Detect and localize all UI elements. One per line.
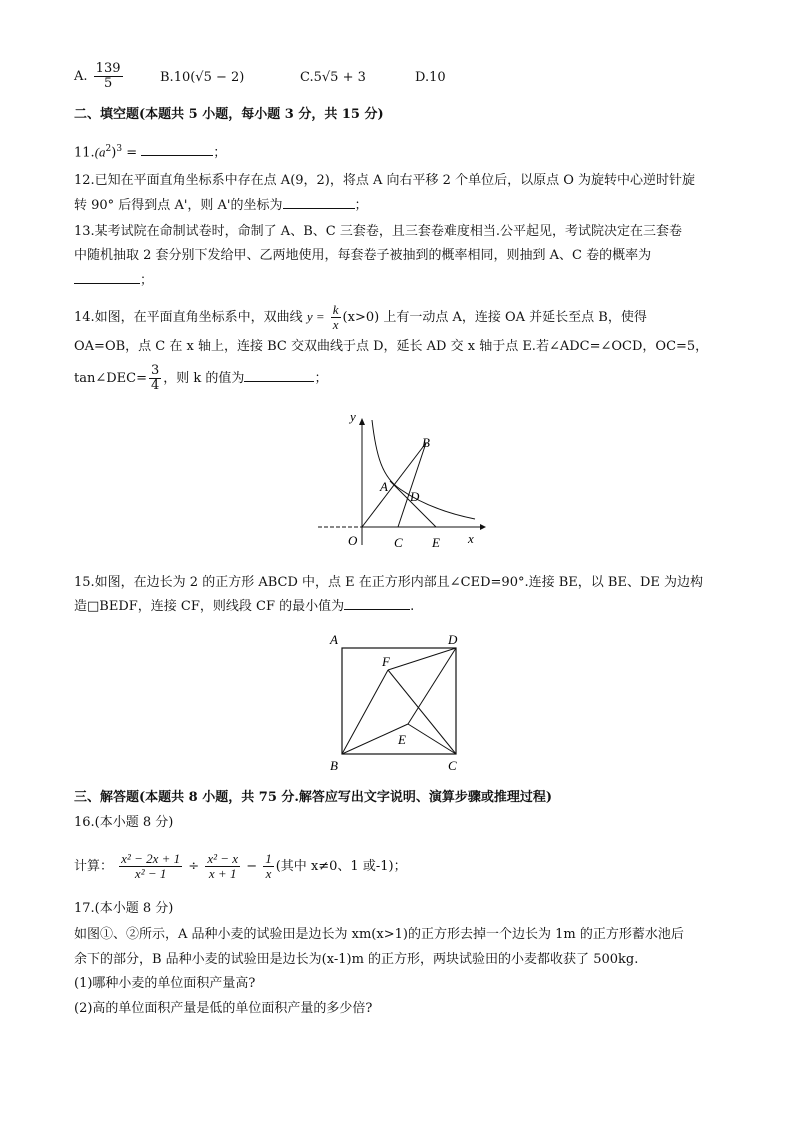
q15-answer-blank[interactable] bbox=[344, 609, 410, 610]
q14-line3 bbox=[74, 364, 327, 393]
fig15-label-f: F bbox=[382, 654, 390, 669]
q16-f2-num: x² − x bbox=[207, 851, 239, 866]
option-d bbox=[415, 70, 446, 85]
q16-minus: − bbox=[246, 859, 258, 874]
q14-line1 bbox=[74, 303, 647, 332]
figure-14-hyperbola bbox=[310, 405, 490, 555]
q14-line1-b: 上有一动点 A，连接 OA 并延长至点 B，使得 bbox=[383, 310, 647, 325]
fig14-label-o: O bbox=[348, 533, 358, 548]
q11-end: ； bbox=[213, 145, 227, 161]
option-a-label: A. bbox=[74, 69, 88, 84]
q14-k-over-x bbox=[331, 303, 341, 332]
option-b-label: B. bbox=[160, 70, 174, 85]
q16-tail: (其中 x≠0、1 或-1)； bbox=[275, 859, 407, 874]
q11-sup-outer: 3 bbox=[116, 144, 123, 154]
option-a-numerator: 139 bbox=[95, 61, 121, 76]
q15-end: . bbox=[410, 599, 415, 614]
fig14-label-b: B bbox=[422, 435, 430, 450]
q11-close: ) bbox=[111, 145, 117, 161]
option-c-label: C. bbox=[300, 70, 314, 85]
fig14-label-d: D bbox=[410, 489, 420, 504]
q13-line2: 中随机抽取 2 套分别下发给甲、乙两地使用，每套卷子被抽到的概率相同，则抽到 A、C 卷的概率为 bbox=[74, 248, 652, 263]
q11-expr: (a bbox=[94, 144, 106, 160]
line-ec bbox=[408, 724, 456, 754]
q15-line2 bbox=[74, 598, 414, 616]
q16-head: 16.(本小题 8 分) bbox=[74, 815, 174, 830]
q11-eq: = bbox=[122, 145, 142, 161]
q16-f3-den: x bbox=[265, 866, 272, 881]
q17-head: 17.(本小题 8 分) bbox=[74, 901, 174, 916]
q14-tan: tan∠DEC= bbox=[74, 371, 147, 386]
q16-expression bbox=[74, 848, 407, 886]
q17-part1: (1)哪种小麦的单位面积产量高? bbox=[74, 976, 256, 991]
q16-calc: 计算： bbox=[74, 859, 114, 874]
line-fd bbox=[388, 648, 456, 670]
q15-line2-text: 造□BEDF，连接 CF，则线段 CF 的最小值为 bbox=[74, 599, 345, 614]
q15-line1: 15.如图，在边长为 2 的正方形 ABCD 中，点 E 在正方形内部且∠CED=90°.连接 BE，以 BE、DE 为边构 bbox=[74, 575, 703, 590]
q11-answer-blank[interactable] bbox=[141, 155, 213, 156]
q11-prefix: 11. bbox=[74, 145, 95, 161]
figure-15-square bbox=[326, 628, 466, 776]
fig14-label-x: x bbox=[468, 531, 474, 546]
q13-line1: 13.某考试院在命制试卷时，命制了 A、B、C 三套卷，且三套卷难度相当.公平起见，考试院决定在三套卷 bbox=[74, 224, 682, 239]
q12-line2-text: 转 90° 后得到点 A'，则 A'的坐标为 bbox=[74, 198, 283, 213]
x-axis-arrow bbox=[480, 524, 486, 530]
line-bc bbox=[398, 443, 426, 527]
q16-f3-num: 1 bbox=[265, 851, 272, 866]
q14-end: ； bbox=[314, 371, 328, 386]
q13-line3 bbox=[74, 272, 153, 290]
q17-line2: 余下的部分，B 品种小麦的试验田是边长为(x-1)m 的正方形，两块试验田的小麦都收获了 500kg. bbox=[74, 952, 639, 967]
q16-f1-num: x² − 2x + 1 bbox=[121, 851, 181, 866]
fig14-label-a: A bbox=[380, 479, 388, 494]
q14-cond: (x>0) bbox=[342, 310, 380, 325]
q16-fraction-2 bbox=[205, 852, 240, 881]
fig15-label-b: B bbox=[330, 758, 338, 773]
option-b-text: 10(√5 − 2) bbox=[173, 70, 245, 85]
fig15-label-e: E bbox=[398, 732, 406, 747]
q17-part2: (2)高的单位面积产量是低的单位面积产量的多少倍? bbox=[74, 1001, 373, 1016]
q13-answer-blank[interactable] bbox=[74, 283, 140, 284]
fig15-label-c: C bbox=[448, 758, 457, 773]
q16-f1-den: x² − 1 bbox=[134, 866, 167, 881]
q14-tan-den: 4 bbox=[151, 378, 160, 393]
fig14-label-y: y bbox=[350, 409, 356, 424]
y-axis-arrow bbox=[359, 418, 365, 425]
option-c bbox=[300, 70, 366, 85]
q13-end: ； bbox=[140, 273, 154, 288]
fig15-label-a: A bbox=[330, 632, 338, 647]
section3-title: 三、解答题(本题共 8 小题，共 75 分.解答应写出文字说明、演算步骤或推理过程) bbox=[74, 790, 553, 805]
fig15-label-d: D bbox=[448, 632, 458, 647]
q14-answer-blank[interactable] bbox=[244, 381, 314, 382]
q14-line3-b: ，则 k 的值为 bbox=[163, 371, 245, 386]
question-11 bbox=[74, 140, 226, 162]
option-c-text: 5√5 + 3 bbox=[313, 70, 366, 85]
option-d-label: D. bbox=[415, 70, 430, 85]
fig14-label-e: E bbox=[432, 535, 440, 550]
q14-k: k bbox=[332, 302, 339, 317]
q12-line2 bbox=[74, 197, 368, 215]
fig14-label-c: C bbox=[394, 535, 403, 550]
option-a-denominator: 5 bbox=[103, 76, 113, 91]
line-bf bbox=[342, 670, 388, 754]
q17-line1: 如图①、②所示，A 品种小麦的试验田是边长为 xm(x>1)的正方形去掉一个边长为 1m 的正方形蓄水池后 bbox=[74, 927, 684, 942]
q12-answer-blank[interactable] bbox=[283, 208, 355, 209]
q14-tan-fraction bbox=[149, 364, 161, 393]
q14-y-eq: y = bbox=[306, 309, 325, 324]
option-a bbox=[74, 62, 125, 91]
line-ae bbox=[390, 481, 436, 527]
q16-f2-den: x + 1 bbox=[208, 866, 237, 881]
q14-tan-num: 3 bbox=[151, 363, 160, 378]
q14-x: x bbox=[332, 317, 339, 332]
option-a-fraction bbox=[94, 62, 123, 91]
line-ed bbox=[408, 648, 456, 724]
section2-title: 二、填空题(本题共 5 小题，每小题 3 分，共 15 分) bbox=[74, 107, 384, 122]
q16-div: ÷ bbox=[188, 859, 200, 874]
q16-fraction-3 bbox=[263, 852, 274, 881]
option-d-text: 10 bbox=[429, 70, 446, 85]
q11-sup-inner: 2 bbox=[105, 144, 112, 154]
q14-line2: OA=OB，点 C 在 x 轴上，连接 BC 交双曲线于点 D，延长 AD 交 x 轴于点 E.若∠ADC=∠OCD，OC=5， bbox=[74, 339, 709, 354]
option-b bbox=[160, 70, 244, 85]
q12-end: ； bbox=[354, 198, 368, 213]
q14-line1-a: 14.如图，在平面直角坐标系中，双曲线 bbox=[74, 310, 303, 325]
q12-line1: 12.已知在平面直角坐标系中存在点 A(9，2)，将点 A 向右平移 2 个单位后，以原点 O 为旋转中心逆时针旋 bbox=[74, 173, 695, 188]
q16-fraction-1 bbox=[119, 852, 182, 881]
